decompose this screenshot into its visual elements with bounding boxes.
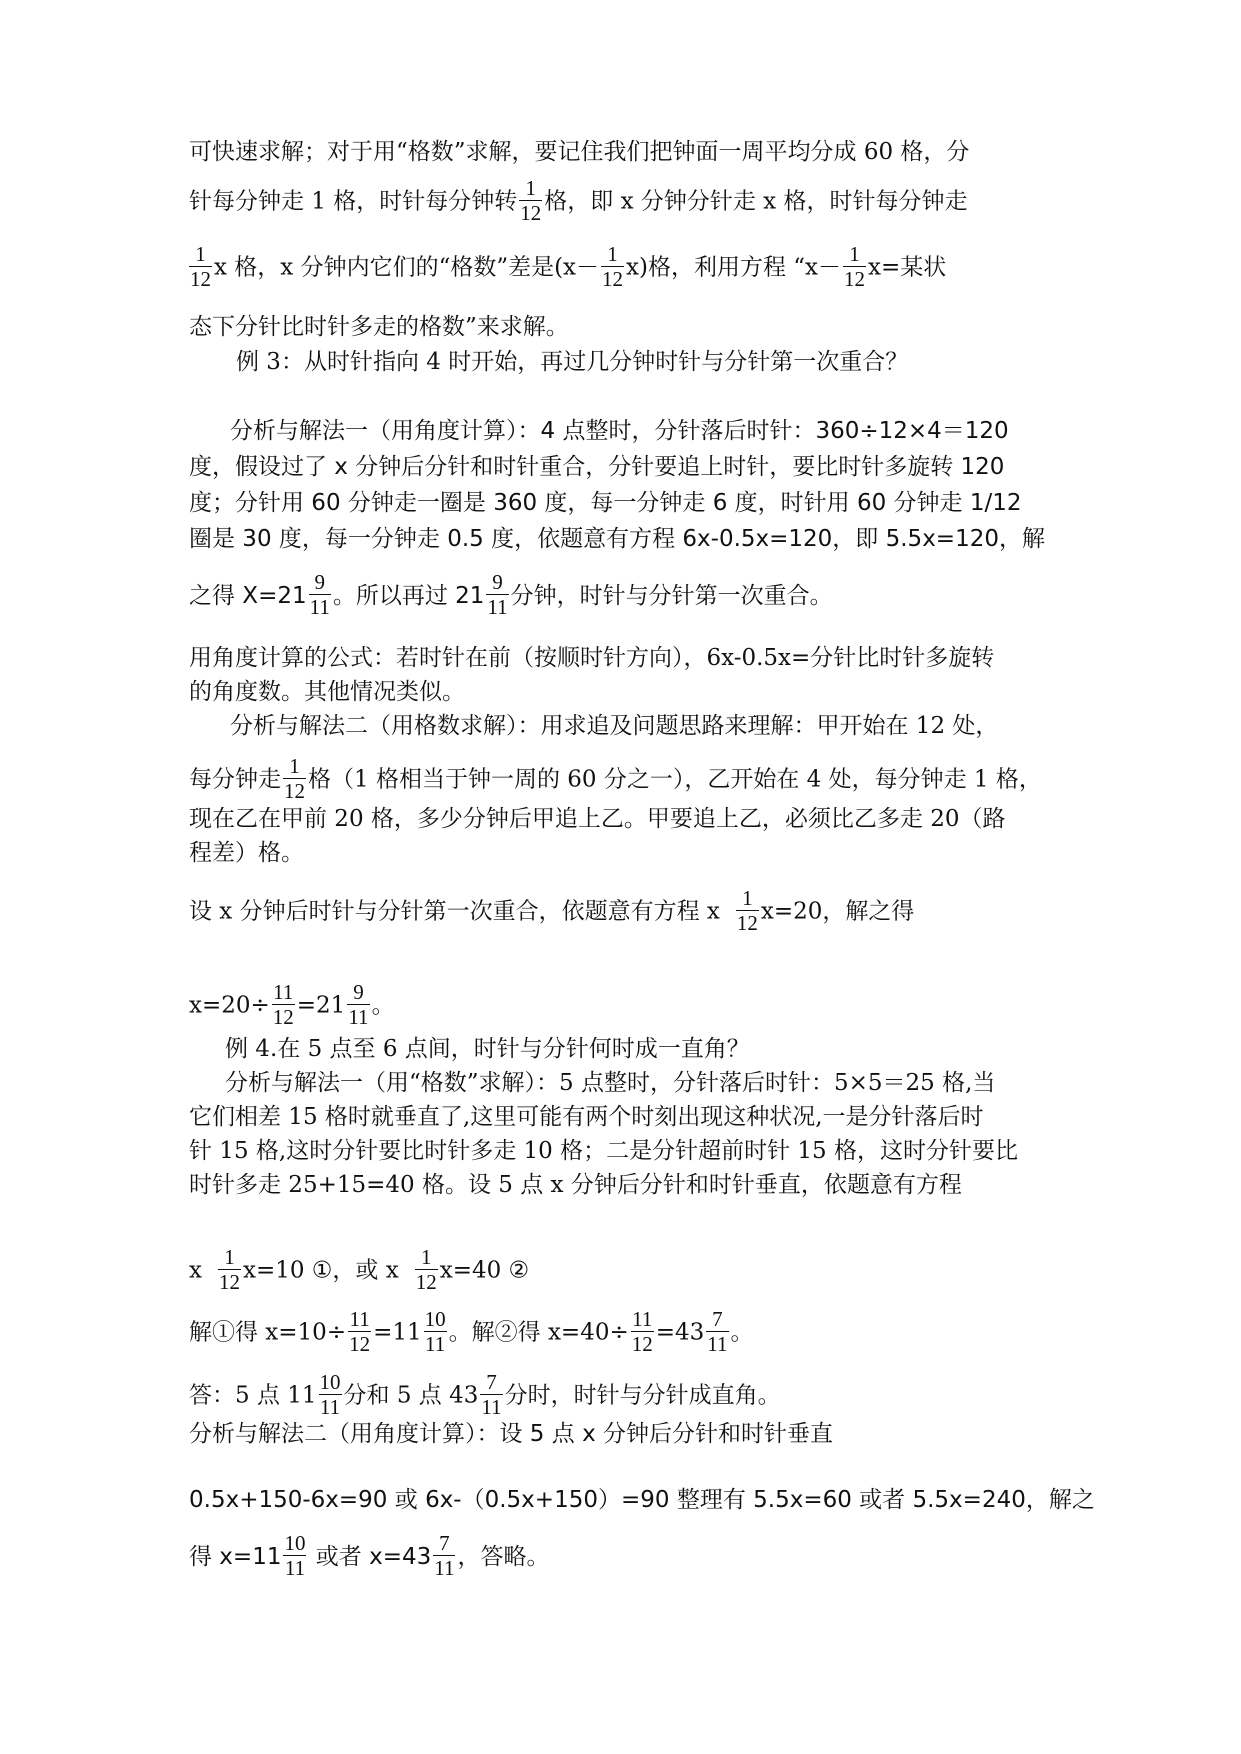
text-line: 0.5x+150-6x=90 或 6x-（0.5x+150）=90 整理有 5.5x=60 或者 5.5x=240，解之: [189, 1487, 1095, 1513]
fraction: [347, 980, 369, 1029]
fraction: [480, 1370, 502, 1419]
fraction-numerator: 11: [349, 1307, 370, 1331]
fraction-denominator: 12: [349, 1332, 371, 1356]
text-segment: 格（1 格相当于钟一周的 60 分之一），乙开始在 4 处，每分钟走 1 格，: [308, 766, 1042, 793]
fraction-numerator: 1: [843, 242, 866, 267]
fraction-denominator: 12: [631, 1332, 653, 1356]
text-line: [189, 888, 914, 937]
fraction: [283, 1531, 306, 1580]
fraction: [283, 754, 306, 803]
fraction: [519, 176, 542, 225]
text-line: [189, 572, 833, 621]
text-segment: 。解②得 x=40÷: [448, 1319, 629, 1346]
text-line: [189, 1372, 781, 1421]
text-segment: 解①得 x=10÷: [189, 1319, 347, 1346]
fraction: [309, 570, 331, 619]
text-segment: 。: [371, 992, 395, 1019]
text-line: [189, 1533, 549, 1582]
fraction-numerator: 11: [273, 980, 294, 1004]
text-segment: 得 x=11: [189, 1544, 282, 1570]
fraction-numerator: 1: [218, 1245, 241, 1270]
fraction-numerator: 1: [283, 754, 306, 779]
fraction-denominator: 11: [319, 1395, 341, 1419]
fraction-denominator: 12: [218, 1270, 240, 1294]
example-heading: 例 3：从时针指向 4 时开始，再过几分钟时针与分针第一次重合？: [236, 349, 909, 375]
fraction: [319, 1370, 342, 1419]
text-segment: x 格，x 分钟内它们的“格数”差是(x－: [214, 254, 600, 281]
fraction-numerator: 10: [319, 1370, 341, 1394]
text-line: 它们相差 15 格时就垂直了,这里可能有两个时刻出现这种状况,一是分针落后时: [189, 1104, 984, 1130]
text-line: 现在乙在甲前 20 格，多少分钟后甲追上乙。甲要追上乙，必须比乙多走 20（路: [189, 806, 1006, 832]
text-segment: 分钟，时针与分针第一次重合。: [510, 583, 833, 609]
text-line: 分析与解法二（用角度计算）：设 5 点 x 分钟后分针和时针垂直: [189, 1421, 833, 1447]
text-line: [189, 756, 1042, 805]
fraction-numerator: 7: [706, 1307, 728, 1332]
text-line: [189, 982, 395, 1031]
fraction-denominator: 11: [348, 1005, 369, 1029]
text-segment: x=某状: [868, 254, 947, 281]
fraction-denominator: 12: [190, 267, 211, 291]
fraction-denominator: 11: [707, 1332, 728, 1356]
fraction-numerator: 1: [415, 1245, 438, 1270]
text-segment: x=10 ①，或 x: [242, 1257, 399, 1284]
text-line: 可快速求解；对于用“格数”求解，要记住我们把钟面一周平均分成 60 格，分: [189, 139, 970, 165]
text-segment: x: [189, 1257, 202, 1284]
fraction: [218, 1245, 241, 1294]
text-segment: x=20÷: [189, 992, 270, 1019]
text-line: [189, 244, 946, 293]
text-line: [189, 178, 967, 227]
text-segment: =21: [296, 992, 346, 1019]
fraction: [433, 1531, 455, 1580]
fraction-numerator: 10: [424, 1307, 446, 1331]
fraction: [631, 1307, 654, 1356]
text-segment: 设 x 分钟后时针与分针第一次重合，依题意有方程 x: [189, 898, 720, 925]
fraction-numerator: 1: [519, 176, 542, 201]
fraction: [706, 1307, 728, 1356]
fraction-denominator: 12: [272, 1005, 294, 1029]
fraction-denominator: 11: [309, 595, 330, 619]
text-line: 的角度数。其他情况类似。: [189, 679, 465, 705]
fraction: [601, 242, 624, 291]
fraction: [272, 980, 295, 1029]
text-line: [189, 1247, 529, 1296]
text-segment: x=40 ②: [439, 1257, 530, 1284]
fraction-denominator: 12: [520, 201, 542, 225]
fraction-denominator: 12: [602, 267, 624, 291]
text-line: 分析与解法一（用角度计算）：4 点整时，分针落后时针：360÷12×4＝120: [230, 418, 1009, 444]
text-line: 态下分针比时针多走的格数”来求解。: [189, 314, 569, 340]
fraction-denominator: 11: [487, 595, 508, 619]
text-line: 时针多走 25+15=40 格。设 5 点 x 分钟后分针和时针垂直，依题意有方程: [189, 1172, 962, 1198]
fraction-numerator: 10: [284, 1531, 306, 1555]
fraction-denominator: 11: [481, 1395, 502, 1419]
text-line: 用角度计算的公式：若时针在前（按顺时针方向），6x-0.5x=分针比时针多旋转: [189, 645, 995, 671]
fraction-denominator: 12: [844, 267, 866, 291]
fraction: [486, 570, 508, 619]
text-segment: x)格，利用方程 “x－: [626, 254, 842, 281]
fraction-denominator: 11: [284, 1556, 306, 1580]
text-segment: 针每分钟走 1 格，时针每分钟转: [189, 188, 518, 215]
fraction: [348, 1307, 371, 1356]
text-line: 度，假设过了 x 分钟后分针和时针重合，分针要追上时针，要比时针多旋转 120: [189, 454, 1005, 480]
text-segment: 之得 X=21: [189, 583, 307, 609]
fraction-numerator: 7: [480, 1370, 502, 1395]
text-line: 圈是 30 度，每一分钟走 0.5 度，依题意有方程 6x-0.5x=120，即 5.5x=120，解: [189, 526, 1045, 552]
text-segment: 分和 5 点 43: [343, 1382, 479, 1409]
text-line: 度；分针用 60 分钟走一圈是 360 度，每一分钟走 6 度，时针用 60 分钟走 1/12: [189, 490, 1022, 516]
text-segment: =11: [373, 1319, 422, 1346]
text-segment: =43: [655, 1319, 705, 1346]
fraction-numerator: 1: [601, 242, 624, 267]
text-segment: 。所以再过 21: [332, 583, 485, 609]
fraction: [736, 886, 759, 935]
text-line: 分析与解法一（用“格数”求解）：5 点整时，分针落后时针：5×5＝25 格,当: [225, 1070, 996, 1096]
fraction-numerator: 1: [189, 242, 212, 267]
example-heading: 例 4.在 5 点至 6 点间，时针与分针何时成一直角？: [225, 1036, 750, 1062]
text-line: [189, 1309, 754, 1358]
fraction-numerator: 9: [486, 570, 508, 595]
text-line: 针 15 格,这时分针要比时针多走 10 格；二是分针超前时针 15 格，这时分针要比: [189, 1138, 1018, 1164]
fraction-denominator: 12: [415, 1270, 437, 1294]
fraction: [843, 242, 866, 291]
fraction: [424, 1307, 447, 1356]
fraction-numerator: 1: [736, 886, 759, 911]
fraction-numerator: 11: [632, 1307, 653, 1331]
text-line: 分析与解法二（用格数求解）：用求追及问题思路来理解：甲开始在 12 处，: [230, 713, 999, 739]
fraction-denominator: 12: [284, 779, 305, 803]
fraction-denominator: 11: [434, 1556, 455, 1580]
fraction-numerator: 7: [433, 1531, 455, 1556]
fraction: [189, 242, 212, 291]
fraction-numerator: 9: [347, 980, 369, 1005]
text-segment: 。: [730, 1319, 754, 1346]
fraction-denominator: 11: [425, 1332, 446, 1356]
fraction: [415, 1245, 438, 1294]
text-segment: ，答略。: [457, 1544, 550, 1570]
text-segment: 或者 x=43: [308, 1544, 432, 1570]
text-segment: 格，即 x 分钟分针走 x 格，时针每分钟走: [544, 188, 968, 215]
fraction-numerator: 9: [309, 570, 331, 595]
text-segment: 分时，时针与分针成直角。: [504, 1382, 781, 1409]
text-segment: 每分钟走: [189, 766, 281, 793]
text-segment: x=20，解之得: [760, 898, 915, 925]
fraction-denominator: 12: [736, 911, 758, 935]
text-segment: 答：5 点 11: [189, 1382, 317, 1409]
text-line: 程差）格。: [189, 840, 304, 866]
